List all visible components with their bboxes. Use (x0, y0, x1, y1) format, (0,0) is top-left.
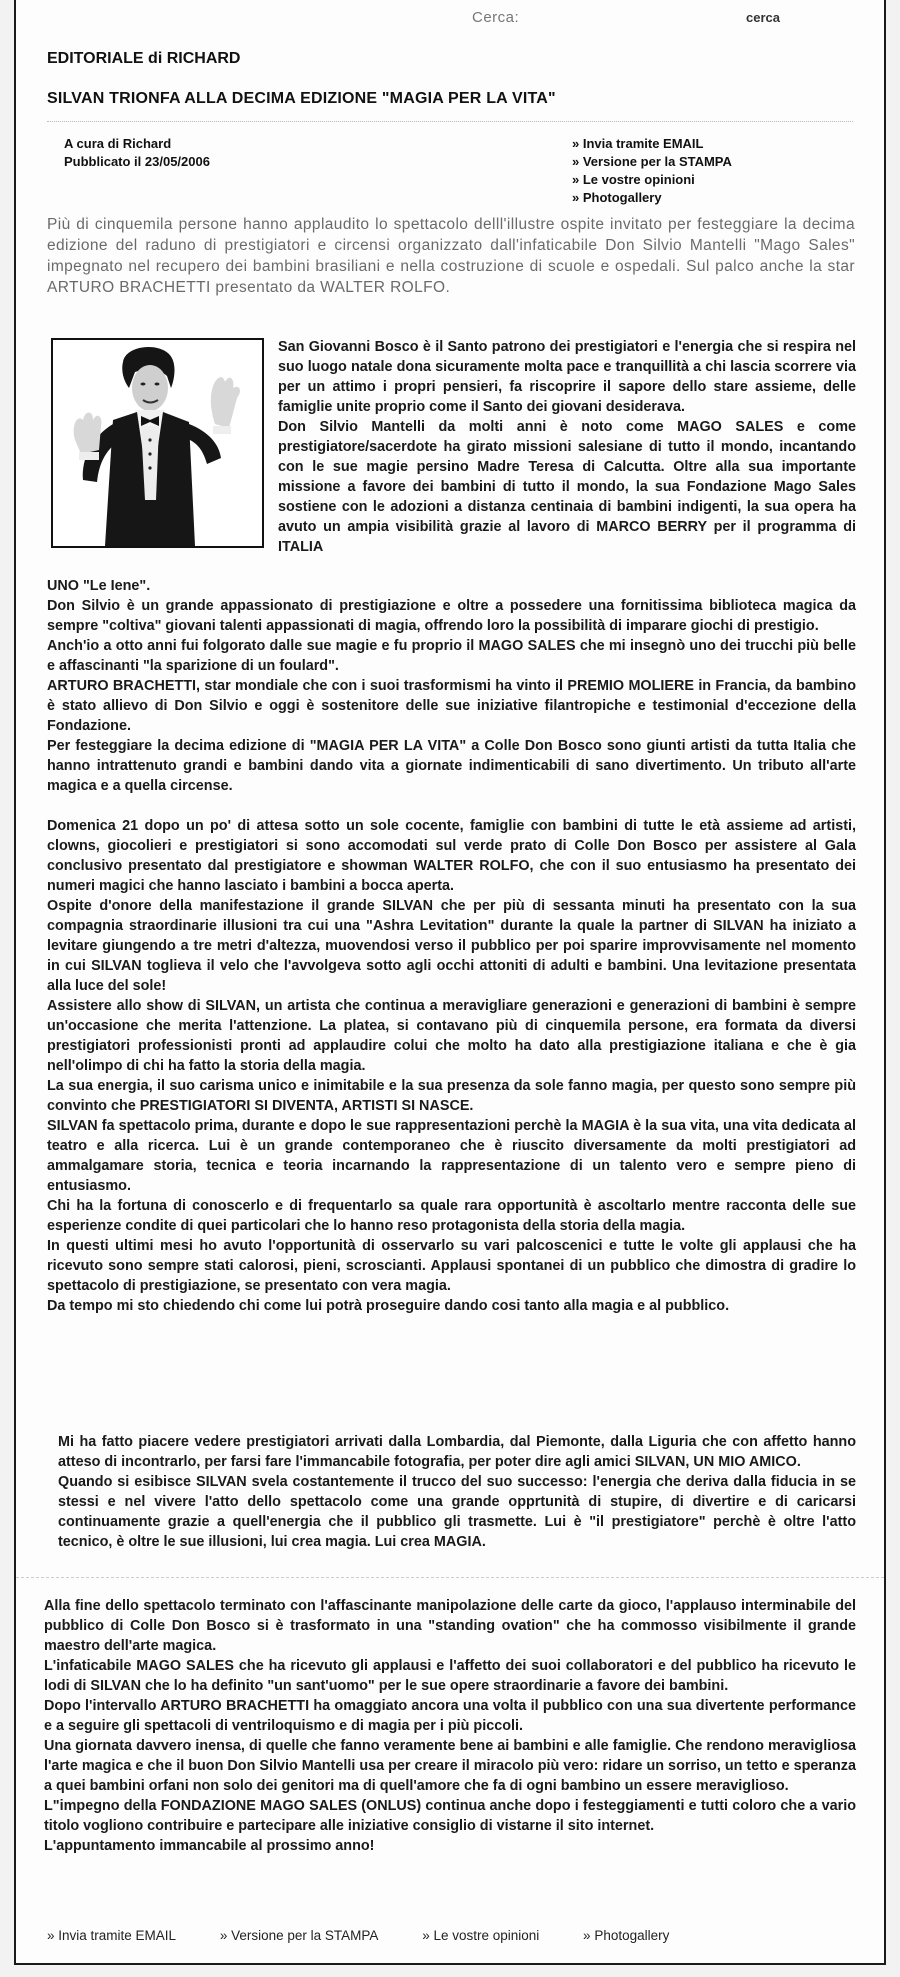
magician-photo (51, 338, 264, 548)
email-link[interactable]: » Invia tramite EMAIL (47, 1928, 176, 1943)
paragraph: Assistere allo show di SILVAN, un artista che continua a meravigliare generazioni e generazioni di bambini è sempre un'occasione che merita l'attenzione. La platea, si contavano più di cinquemila persone, era formata da diversi prestigiatori professionisti pronti ad applaudire colui che molto ha dato alla prestigiazione italiana e che è gia nell'olimpo di chi ha fatto la storia della magia. (47, 998, 856, 1074)
paragraph: Quando si esibisce SILVAN svela costantemente il trucco del suo successo: l'energia che deriva dalla fiducia in se stessi e nel vivere l'atto dello spettacolo come una grande opprtunità di stupire, di divertire e di caricarsi continuamente grazie a quell'energia che il pubblico gli trasmette. Lui è "il prestigiatore" perchè è oltre l'atto tecnico, è oltre le sue illusioni, lui crea magia. Lui crea MAGIA. (58, 1474, 856, 1550)
article-page (14, 0, 886, 1965)
article-headline: SILVAN TRIONFA ALLA DECIMA EDIZIONE "MAGIA PER LA VITA" (47, 90, 556, 107)
search-bar (16, 0, 884, 36)
paragraph: L'infaticabile MAGO SALES che ha ricevuto gli applausi e l'affetto dei suoi collaboratori e del pubblico ha ricevuto le lodi di SILVAN che lo ha definito "un sant'uomo" per le sue opere straordinarie a favore dei bambini. (44, 1658, 856, 1694)
search-input[interactable] (526, 7, 730, 29)
article-body-intro (278, 337, 856, 557)
article-meta (64, 135, 210, 171)
publish-date: Pubblicato il 23/05/2006 (64, 154, 210, 169)
article-lead: Più di cinquemila persone hanno applaudito lo spettacolo delll'illustre ospite invitato per festeggiare la decima edizione del raduno di prestigiatori e circensi organizzato dall'infaticabile Don Silvio Mantelli "Mago Sales" impegnato nel recupero dei bambini brasiliani e nella costruzione di scuole e ospedali. Sul palco anche la star ARTURO BRACHETTI presentato da WALTER ROLFO. (47, 216, 855, 296)
article-body-tail (58, 1432, 856, 1552)
article-body-final (44, 1596, 856, 1856)
divider (16, 1577, 884, 1578)
photogallery-link[interactable]: » Photogallery (583, 1928, 669, 1943)
paragraph: Dopo l'intervallo ARTURO BRACHETTI ha omaggiato ancora una volta il pubblico con una sua divertente performance e a seguire gli spettacoli di ventriloquismo e di magia per i più piccoli. (44, 1698, 856, 1734)
print-link[interactable]: » Versione per la STAMPA (572, 153, 732, 171)
magician-photo-icon (53, 340, 262, 546)
search-button[interactable]: cerca (746, 10, 780, 25)
paragraph: L"impegno della FONDAZIONE MAGO SALES (ONLUS) continua anche dopo i festeggiamenti e tutti coloro che a vario titolo vogliono contribuire e partecipare alle iniziative consiglio di vistarne il sito internet. (44, 1798, 856, 1834)
paragraph: Don Silvio Mantelli da molti anni è noto come MAGO SALES e come prestigiatore/sacerdote ha girato missioni salesiane di tutto il mondo, incantando con le sue magie persino Madre Teresa di Calcutta. Oltre alla sua importante missione a favore dei bambini di tutto il mondo, la sua Fondazione Mago Sales sostiene con le adozioni a distanza centinaia di bambini indigenti, la sua opera ha avuto un ampia visibilità grazie al lavoro di MARCO BERRY per il programma di ITALIA (278, 419, 856, 555)
paragraph: Alla fine dello spettacolo terminato con l'affascinante manipolazione delle carte da gioco, l'applauso interminabile del pubblico di Colle Don Bosco si è trasformato in una "standing ovation" che ha commosso visibilmente il grande maestro dell'arte magica. (44, 1598, 856, 1654)
opinions-link[interactable]: » Le vostre opinioni (572, 171, 732, 189)
photogallery-link[interactable]: » Photogallery (572, 189, 732, 207)
email-link[interactable]: » Invia tramite EMAIL (572, 135, 732, 153)
paragraph: Chi ha la fortuna di conoscerlo e di frequentarlo sa quale rara opportunità è ascoltarlo mentre racconta delle sue esperienze condite di quei particolari che lo hanno reso protagonista della storia della magia. (47, 1198, 856, 1234)
paragraph: Da tempo mi sto chiedendo chi come lui potrà proseguire dando cosi tanto alla magia e al pubblico. (47, 1298, 730, 1314)
paragraph: Una giornata davvero inensa, di quelle che fanno veramente bene ai bambini e alle famiglie. Che rendono meravigliosa l'arte magica e che il buon Don Silvio Mantelli usa per creare il miracolo più vero: ridare un sorriso, un tetto e speranza a quei bambini orfani non solo dei genitori ma di quell'amore che fa di ogni bambino un essere meraviglioso. (44, 1738, 856, 1794)
paragraph: Anch'io a otto anni fui folgorato dalle sue magie e fu proprio il MAGO SALES che mi insegnò uno dei trucchi più belle e affascinanti "la sparizione di un foulard". (47, 638, 856, 674)
article-actions (572, 135, 732, 207)
paragraph: Per festeggiare la decima edizione di "MAGIA PER LA VITA" a Colle Don Bosco sono giunti artisti da tutta Italia che hanno intrattenuto grandi e bambini dando vita a giornate indimenticabili di sano divertimento. Un tributo all'arte magica e a quella circense. (47, 738, 856, 794)
paragraph: Ospite d'onore della manifestazione il grande SILVAN che per più di sessanta minuti ha presentato con la sua compagnia straordinarie illusioni tra cui una "Ashra Levitation" durante la quale la partner di SILVAN ha iniziato a levitare giungendo a tre metri d'altezza, muovendosi verso il pubblico per poi sparire improvvisamente nel momento in cui SILVAN toglieva il velo che l'avvolgeva sotto agli occhi attoniti di adulti e bambini. Una levitazione presentata alla luce del sole! (47, 898, 856, 994)
print-link[interactable]: » Versione per la STAMPA (220, 1928, 379, 1943)
search-label: Cerca: (472, 9, 520, 26)
paragraph: SILVAN fa spettacolo prima, durante e dopo le sue rappresentazioni perchè la MAGIA è la sua vita, una vita dedicata al teatro e alla ricerca. Lui è un grande contemporaneo che è riuscito diversamente da molti prestigiatori ad ammalgamare storia, tecnica e teoria incarnando la rappresentazione di un talento vero e sempre pieno di entusiasmo. (47, 1118, 856, 1194)
paragraph: L'appuntamento immancabile al prossimo anno! (44, 1838, 375, 1854)
paragraph: In questi ultimi mesi ho avuto l'opportunità di osservarlo su vari palcoscenici e tutte le volte gli applausi che ha ricevuto sono sempre stati calorosi, pieni, scroscianti. Applausi spontanei di un pubblico che dimostra di gradire lo spettacolo di prestigiazione, se presentato con vera magia. (47, 1238, 856, 1294)
opinions-link[interactable]: » Le vostre opinioni (422, 1928, 539, 1943)
paragraph: San Giovanni Bosco è il Santo patrono dei prestigiatori e l'energia che si respira nel suo luogo natale dona sicuramente molta pace e tranquillità a chi lascia scorrere via per un attimo i propri pensieri, fa riscoprire il sapore dello stare assieme, delle famiglie unite proprio come il Santo dei giovani desiderava. (278, 339, 856, 415)
paragraph: La sua energia, il suo carisma unico e inimitabile e la sua presenza da sole fanno magia, per questo sono sempre più convinto che PRESTIGIATORI SI DIVENTA, ARTISTI SI NASCE. (47, 1078, 856, 1114)
article-body (47, 576, 856, 1316)
paragraph: Mi ha fatto piacere vedere prestigiatori arrivati dalla Lombardia, dal Piemonte, dalla Liguria che con affetto hanno atteso di incontrarlo, per farsi fare l'immancabile fotografia, per poter dire agli amici SILVAN, UN MIO AMICO. (58, 1434, 856, 1470)
spacer (47, 796, 856, 816)
paragraph: Domenica 21 dopo un po' di attesa sotto un sole cocente, famiglie con bambini di tutte le età assieme ad artisti, clowns, giocolieri e prestigiatori si sono accomodati sul verde prato di Colle Don Bosco per assistere al Gala conclusivo presentato dal prestigiatore e showman WALTER ROLFO, che con il suo entusiasmo ha presentato dei numeri magici che hanno lasciato i bambini a bocca aperta. (47, 818, 856, 894)
section-title: EDITORIALE di RICHARD (47, 50, 241, 67)
paragraph: ARTURO BRACHETTI, star mondiale che con i suoi trasformismi ha vinto il PREMIO MOLIERE in Francia, da bambino è stato allievo di Don Silvio e oggi è sostenitore delle sue iniziative filantropiche e testimonial d'eccezione della Fondazione. (47, 678, 856, 734)
divider (47, 121, 853, 122)
paragraph: Don Silvio è un grande appassionato di prestigiazione e oltre a possedere una fornitissima biblioteca magica da sempre "coltiva" giovani talenti appassionati di magia, offrendo loro la possibilità di imparare giochi di prestigio. (47, 598, 856, 634)
bottom-actions (47, 1928, 709, 1943)
author: A cura di Richard (64, 136, 172, 151)
paragraph: UNO "Le Iene". (47, 578, 151, 594)
